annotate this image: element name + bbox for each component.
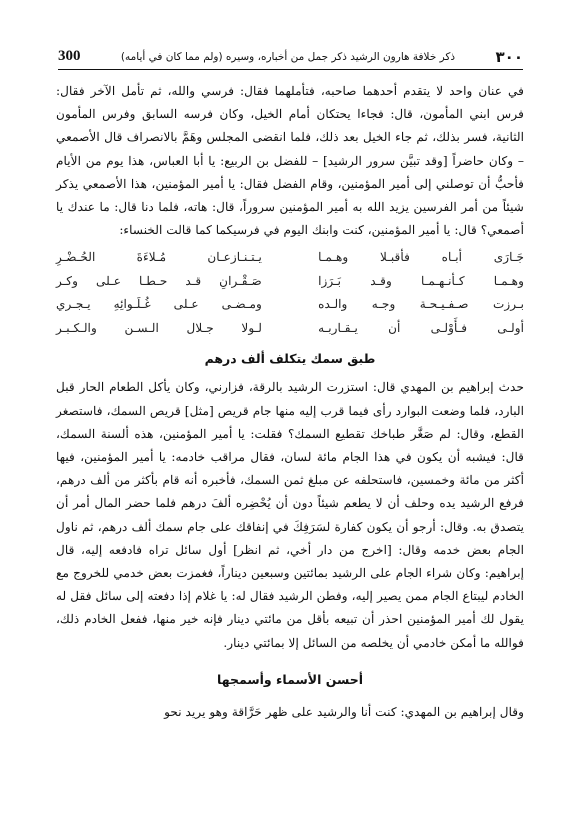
verse-first-hemistich: جَـارَى أبـاه فأقبـلا وهـمـا [318,250,524,265]
page-number-arabic: ٣٠٠ [495,47,523,66]
verse-first-hemistich: أولـى فـأَوْلـى أن يـقـاربـه [318,320,524,335]
paragraph-names: وقال إبراهيم بن المهدي: كنت أنا والرشيد على ظهر حَرَّاقة وهو يريد نحو [164,704,524,719]
section-heading-fish-plate: طبق سمك يتكلف ألف درهم [204,351,376,367]
verse-second-hemistich: ومـضـى عـلى غُـلَـوائِهِ يـجـري [56,297,262,312]
poem-verse [56,270,524,294]
page-body [56,80,524,724]
verse-first-hemistich: بـرزت صـفـيـحـة وجـه والـده [318,297,524,312]
section-heading-names: أحسن الأسماء وأسمجها [217,671,363,687]
verse-second-hemistich: لـولا جـلال الـسـن والـكـبـر [56,320,262,335]
page-number-latin: 300 [58,48,81,64]
verse-second-hemistich: يـتـنـازعـان مُـلاءَةَ الحُـضْـرِ [56,250,262,265]
poem-verse [56,293,524,317]
running-title: ذكر خلافة هارون الرشيد ذكر جمل من أخباره، وسيره (ولم مما كان في أيامه) [120,50,456,63]
paragraph-fish-plate: حدث إبراهيم بن المهدي قال: استزرت الرشيد بالرقة، فزارني، وكان يأكل الطعام الحار قبل البارد، فلما وضعت البوارد رأى فيما قرب إليه منها جام قريص [مثل] قريص السمك، فاستصغر القطع، وقال: لم صَغَّر طباخك تقطيع السمك؟ فقلت: يا أمير المؤمنين، هذه ألسنة السمك، قال: فيشبه أن يكون في هذا الجام مائة لسان، فقال مراقب خادمه: يا أمير المؤمنين، فيها أكثر من مائة وخمسين، فاستحلفه عن مبلغ ثمن السمك، فأخبره أنه قام بأكثر من ألف درهم، فرفع الرشيد يده وحلف أن لا يطعم شيئاً دون أن يُحْضِره ألفَ درهم فلما حضر المال أمر أن يتصدق به. وقال: أرجو أن يكون كفارة لسَرَفِكَ في إنفاقك على جام سمك ألف درهم، ثم ناول الجام بعض خدمه وقال: [اخرج من دار أخي، ثم انظر] أول سائل تراه فادفعه إليه، قال إبراهيم: وكان شراء الجام على الرشيد بمائتين وسبعين ديناراً، فغمزت بعض خدمي للخروج مع الخادم ليبتاع الجام ممن يصير إليه، وفطن الرشيد فقال له: يا غلام إذا دفعته إلى سائل فقل له يقول لك أمير المؤمنين احذر أن تبيعه بأقل من مائتي دينار فإنه خير منها، ففعل الخادم ذلك، فوالله ما أمكن خادمي أن يخلصه من السائل إلا بمائتي دينار. [56,380,524,650]
poem-verse [56,317,524,341]
verse-second-hemistich: صَـقْـرانِ قـد حـطـا عـلى وكـر [56,273,262,288]
page-header [58,44,523,70]
verse-first-hemistich: وهـمـا كـأنـهـمـا وقـد بَـرَزا [318,273,524,288]
poem-khansa [56,246,524,340]
paragraph-horses: في عنان واحد لا يتقدم أحدهما صاحبه، فتأملهما فقال: فرسي والله، ثم تأمل الآخر فقال: فرس ابني المأمون، قال: فجاءا يحتكان أمام الخيل، وكان فرسه السابق وفرس المأمون الثانية، فسر بذلك، ثم جاء الخيل بعد ذلك، فلما انقضى المجلس وهَمَّ بالانصراف قال الأصمعي – وكان حاضراً [وقد تبيَّن سرور الرشيد] – للفضل بن الربيع: يا أبا العباس، هذا يوم من الأيام فأحبُّ أن توصلني إلى أمير المؤمنين، وقام الفضل فقال: يا أمير المؤمنين، هذا الأصمعي يذكر شيئاً من أمر الفرسين يزيد الله به أمير المؤمنين سروراً، قال: هاته، فلما دنا قال: ما عندك يا أصمعي؟ قال: يا أمير المؤمنين، كنت وابنك اليوم في فرسيكما كما قالت الخنساء: [56,84,524,238]
poem-verse [56,246,524,270]
